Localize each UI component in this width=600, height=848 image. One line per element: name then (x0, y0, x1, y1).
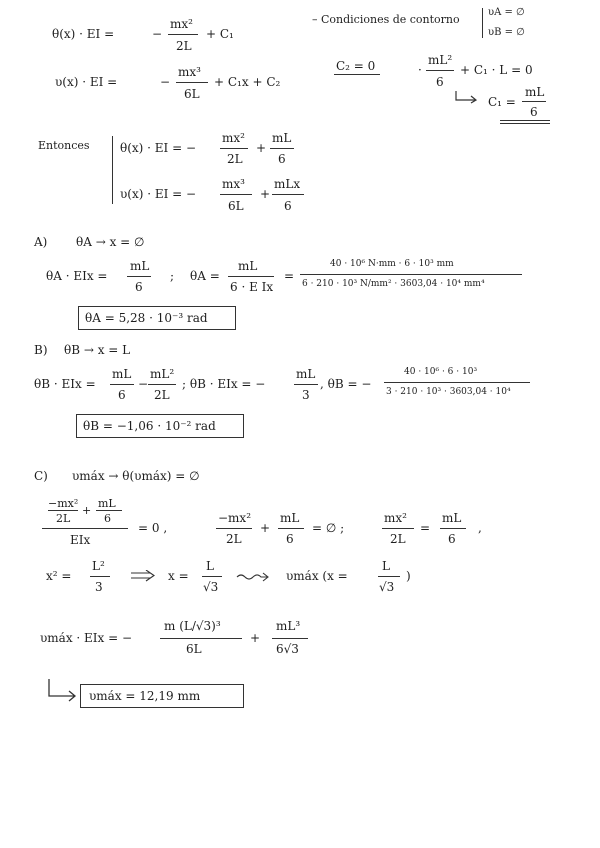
v-num: mx³ (178, 65, 201, 79)
theta-c1: + C₁ (206, 27, 234, 41)
v-lhs: υ(x) · EI = (55, 75, 118, 89)
part-a-label: A) (34, 235, 48, 249)
part-b-label: B) (34, 343, 48, 357)
wavy-arrow-icon (236, 572, 270, 582)
implies-arrow-icon (130, 570, 156, 582)
part-b-condition: θB → x = L (64, 343, 131, 357)
boundary-vb: υB = ∅ (488, 27, 525, 38)
boundary-va: υA = ∅ (488, 7, 525, 18)
part-c-result: υmáx = 12,19 mm (89, 689, 201, 703)
theta-minus: − (152, 27, 163, 41)
part-c-result-box (80, 684, 244, 708)
part-c-label: C) (34, 469, 48, 483)
entonces-label: Entonces (38, 139, 90, 152)
boundary-title: – Condiciones de contorno (312, 13, 460, 26)
theta-den: 2L (176, 39, 192, 53)
part-c-condition: υmáx → θ(υmáx) = ∅ (72, 469, 200, 483)
final-result-arrow-icon (46, 678, 80, 704)
c2-equation: C₂ = 0 (336, 59, 376, 73)
theta-num: mx² (170, 17, 193, 31)
part-a-result-box (78, 306, 236, 330)
v-minus: − (160, 75, 171, 89)
part-b-result: θB = −1,06 · 10⁻² rad (83, 419, 216, 433)
part-a-condition: θA → x = ∅ (76, 235, 145, 249)
v-rest: + C₁x + C₂ (214, 75, 281, 89)
part-b-result-box (76, 414, 244, 438)
part-a-result: θA = 5,28 · 10⁻³ rad (85, 311, 208, 325)
v-den: 6L (184, 87, 200, 101)
theta-lhs: θ(x) · EI = (52, 27, 115, 41)
result-arrow-icon (454, 90, 480, 104)
